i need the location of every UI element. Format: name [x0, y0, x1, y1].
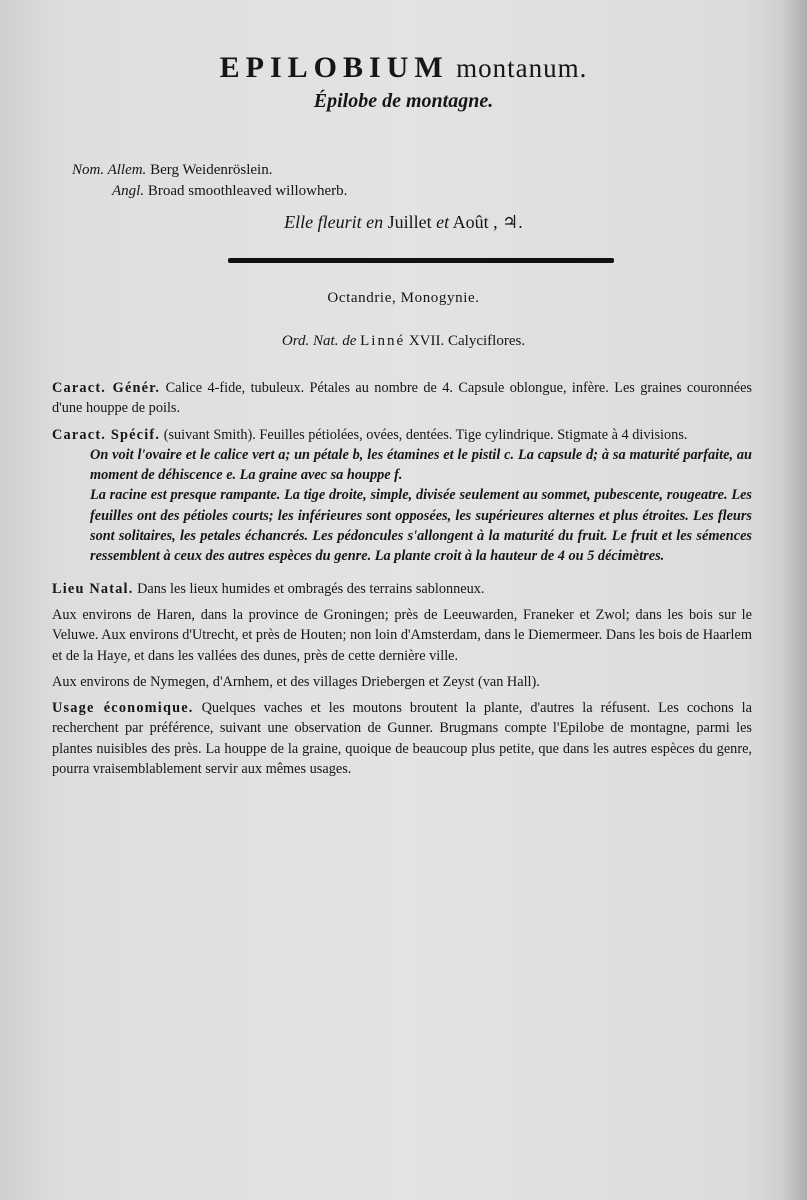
- lieu-natal-label: Lieu Natal.: [52, 580, 134, 597]
- german-label: Nom. Allem.: [72, 162, 147, 178]
- german-name: Berg Weidenröslein.: [150, 162, 273, 178]
- caract-specif-text: (suivant Smith). Feuilles pétiolées, ovées, dentées. Tige cylindrique. Stigmate à 4 divisions.: [163, 426, 688, 443]
- page-edge-shadow: [781, 0, 807, 1200]
- flowering-prefix: Elle fleurit en: [284, 212, 384, 232]
- usage-label: Usage économique.: [52, 700, 194, 717]
- flowering-month-a: Juillet: [387, 212, 432, 232]
- lieu-natal-text: Dans les lieux humides et ombragés des terrains sablonneux.: [137, 580, 485, 597]
- divider-rule: [228, 258, 614, 263]
- linne-name: Linné: [360, 333, 406, 349]
- ord-label: Ord. Nat. de: [281, 333, 357, 349]
- habitat: [52, 579, 752, 599]
- plant-description: La racine est presque rampante. La tige droite, simple, divisée seulement au sommet, pubescente, rougeatre. Les feuilles ont des pétioles courts; les inférieures sont opposées, les supérieures alternes et plus étroites. Les fleurs sont solitaires, les petales échancrés. Les pédoncules s'allongent à la maturité du fruit. Le fruit et les sémences ressemblent à ceux des autres espèces du genre. La plante croit à la hauteur de 4 ou 5 décimètres.: [90, 487, 752, 565]
- localities-1: Aux environs de Haren, dans la province de Groningen; près de Leeuwarden, Franeker et Zwol; dans les bois sur le Veluwe. Aux environs d'Utrecht, et près de Houten; non loin d'Amsterdam, dans le Diemermeer. Dans les bois de Haarlem et de la Haye, et dans les vallées des dunes, près de cette dernière ville.: [52, 606, 752, 664]
- flowering-conj: et: [436, 212, 450, 232]
- english-name: Broad smoothleaved willowherb.: [147, 183, 348, 199]
- natural-order: [0, 333, 807, 350]
- ord-name: Calyciflores.: [448, 333, 526, 349]
- generic-character: [52, 378, 752, 419]
- economic-use: [52, 698, 752, 779]
- perennial-symbol: ♃.: [502, 212, 523, 232]
- caract-gener-text: Calice 4-fide, tubuleux. Pétales au nombre de 4. Capsule oblongue, infère. Les graines couronnées d'une houppe de poils.: [52, 380, 752, 417]
- usage-text: Quelques vaches et les moutons broutent la plante, d'autres la réfusent. Les cochons la recherchent par préférence, suivant une observation de Gunner. Brugmans compte l'Epilobe de montagne, parmi les plantes nuisibles des près. La houppe de la graine, quoique de beaucoup plus petite, que dans les autres espèces du genre, pourra vraisemblablement servir aux mêmes usages.: [52, 700, 752, 778]
- genus-name: EPILOBIUM: [219, 51, 449, 84]
- specific-character: [52, 425, 752, 445]
- flowering-month-b: Août ,: [452, 212, 498, 232]
- common-names: [72, 160, 572, 202]
- caract-gener-label: Caract. Génér.: [52, 380, 161, 396]
- page-title: [0, 50, 807, 86]
- flowering-line: [0, 212, 807, 233]
- english-name-row: [72, 181, 572, 202]
- body-text: [52, 378, 752, 779]
- species-name: montanum.: [456, 53, 588, 83]
- linnaean-class: Octandrie, Monogynie.: [327, 290, 480, 306]
- english-label: Angl.: [112, 183, 145, 199]
- caract-specif-label: Caract. Spécif.: [52, 426, 161, 443]
- french-name: Épilobe de montagne.: [313, 90, 494, 112]
- ord-number: XVII.: [408, 333, 445, 349]
- header: [0, 50, 807, 113]
- localities-2: Aux environs de Nymegen, d'Arnhem, et des villages Driebergen et Zeyst (van Hall).: [52, 673, 540, 690]
- german-name-row: [72, 160, 572, 181]
- figure-note: On voit l'ovaire et le calice vert a; un pétale b, les étamines et le pistil c. La capsule d; à sa maturité parfaite, au moment de déhiscence e. La graine avec sa houppe f.: [90, 446, 752, 484]
